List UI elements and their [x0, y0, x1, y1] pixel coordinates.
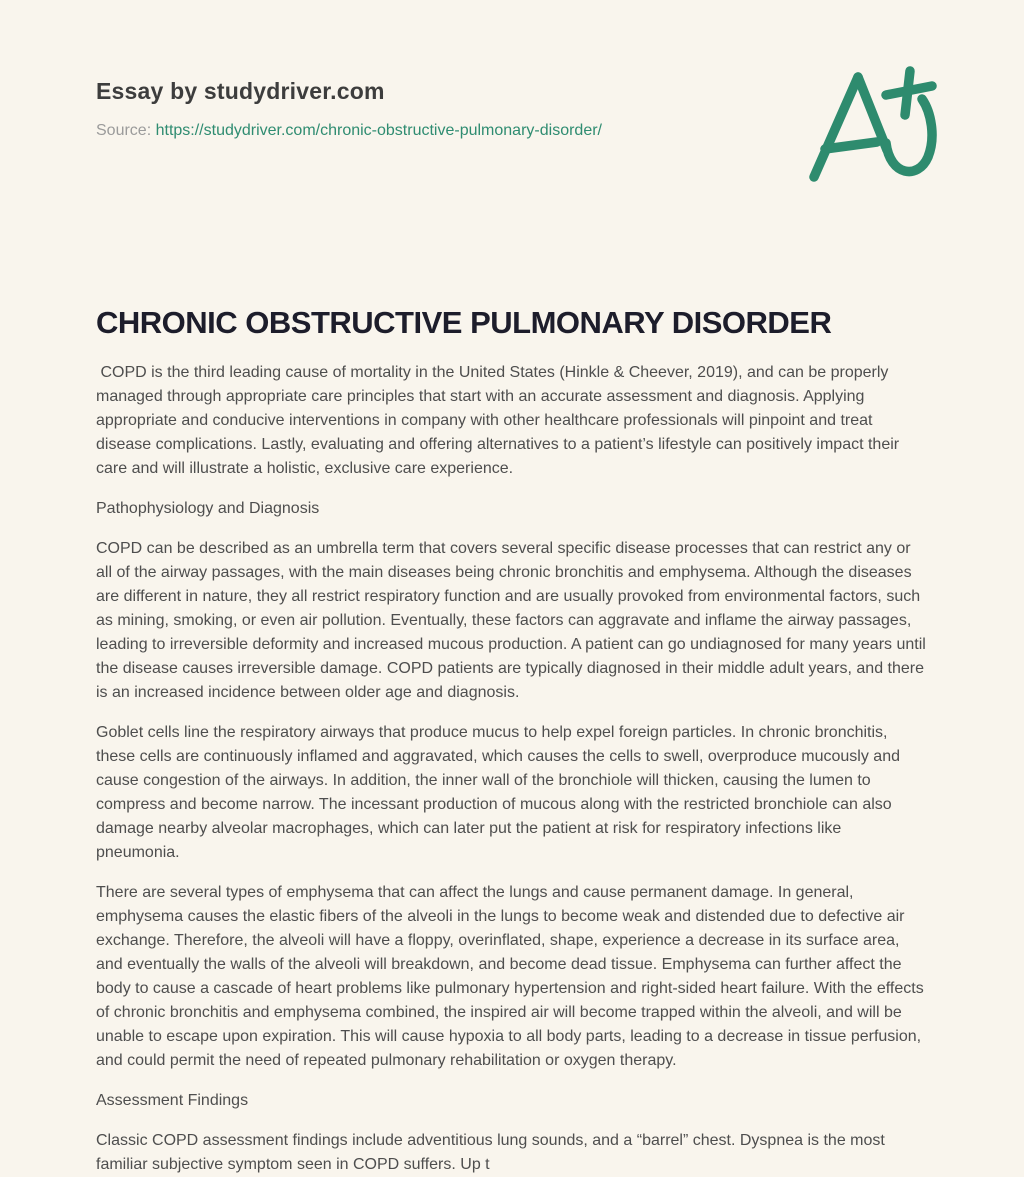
source-url-link[interactable]: https://studydriver.com/chronic-obstructive-pulmonary-disorder/ [155, 122, 602, 139]
body-paragraph: Goblet cells line the respiratory airways that produce mucus to help expel foreign particles. In chronic bronchitis, these cells are continuously inflamed and aggravated, which causes the cells to swell, overproduce mucously and cause congestion of the airways. In addition, the inner wall of the bronchiole will thicken, causing the lumen to compress and become narrow. The incessant production of mucous along with the restricted bronchiole can also damage nearby alveolar macrophages, which can later put the patient at risk for respiratory infections like pneumonia. [96, 724, 905, 861]
body-paragraph: COPD is the third leading cause of mortality in the United States (Hinkle & Cheever, 2019), and can be properly managed through appropriate care principles that start with an accurate assessment and diagnosis. Applying appropriate and conducive interventions in company with other healthcare professionals will pinpoint and treat disease complications. Lastly, evaluating and offering alternatives to a patient’s lifestyle can positively impact their care and will illustrate a holistic, exclusive care experience. [96, 364, 904, 477]
site-title: Essay by studydriver.com [96, 78, 385, 104]
body-paragraph: COPD can be described as an umbrella term that covers several specific disease processes that can restrict any or all of the airway passages, with the main diseases being chronic bronchitis and emphysema. Although the diseases are different in nature, they all restrict respiratory function and are usually provoked from environmental factors, such as mining, smoking, or even air pollution. Eventually, these factors can aggravate and inflame the airway passages, leading to irreversible deformity and increased mucous production. A patient can go undiagnosed for many years until the disease causes irreversible damage. COPD patients are typically diagnosed in their middle adult years, and there is an increased incidence between older age and diagnosis. [96, 540, 931, 701]
source-label: Source: [96, 122, 152, 139]
body-paragraph: There are several types of emphysema that can affect the lungs and cause permanent damage. In general, emphysema causes the elastic fibers of the alveoli in the lungs to become weak and distended due to defective air exchange. Therefore, the alveoli will have a floppy, overinflated, shape, experience a decrease in its surface area, and eventually the walls of the alveoli will breakdown, and become dead tissue. Emphysema can further affect the body to cause a cascade of heart problems like pulmonary hypertension and right-sided heart failure. With the effects of chronic bronchitis and emphysema combined, the inspired air will become trapped within the alveoli, and will be unable to escape upon expiration. This will cause hypoxia to all body parts, leading to a decrease in tissue perfusion, and could permit the need of repeated pulmonary rehabilitation or oxygen therapy. [96, 884, 929, 1069]
studydriver-a-plus-logo-icon [806, 64, 936, 193]
header-text-block [96, 78, 602, 140]
source-line [96, 122, 602, 140]
document-title: CHRONIC OBSTRUCTIVE PULMONARY DISORDER [96, 305, 832, 340]
section-heading-assessment-findings: Assessment Findings [96, 1092, 249, 1109]
body-paragraph: Classic COPD assessment findings include adventitious lung sounds, and a “barrel” chest. Dyspnea is the most familiar subjective symptom seen in COPD suffers. Up t [96, 1132, 890, 1173]
section-heading-pathophysiology: Pathophysiology and Diagnosis [96, 500, 320, 517]
essay-body [96, 361, 931, 1177]
page-header [96, 78, 928, 193]
